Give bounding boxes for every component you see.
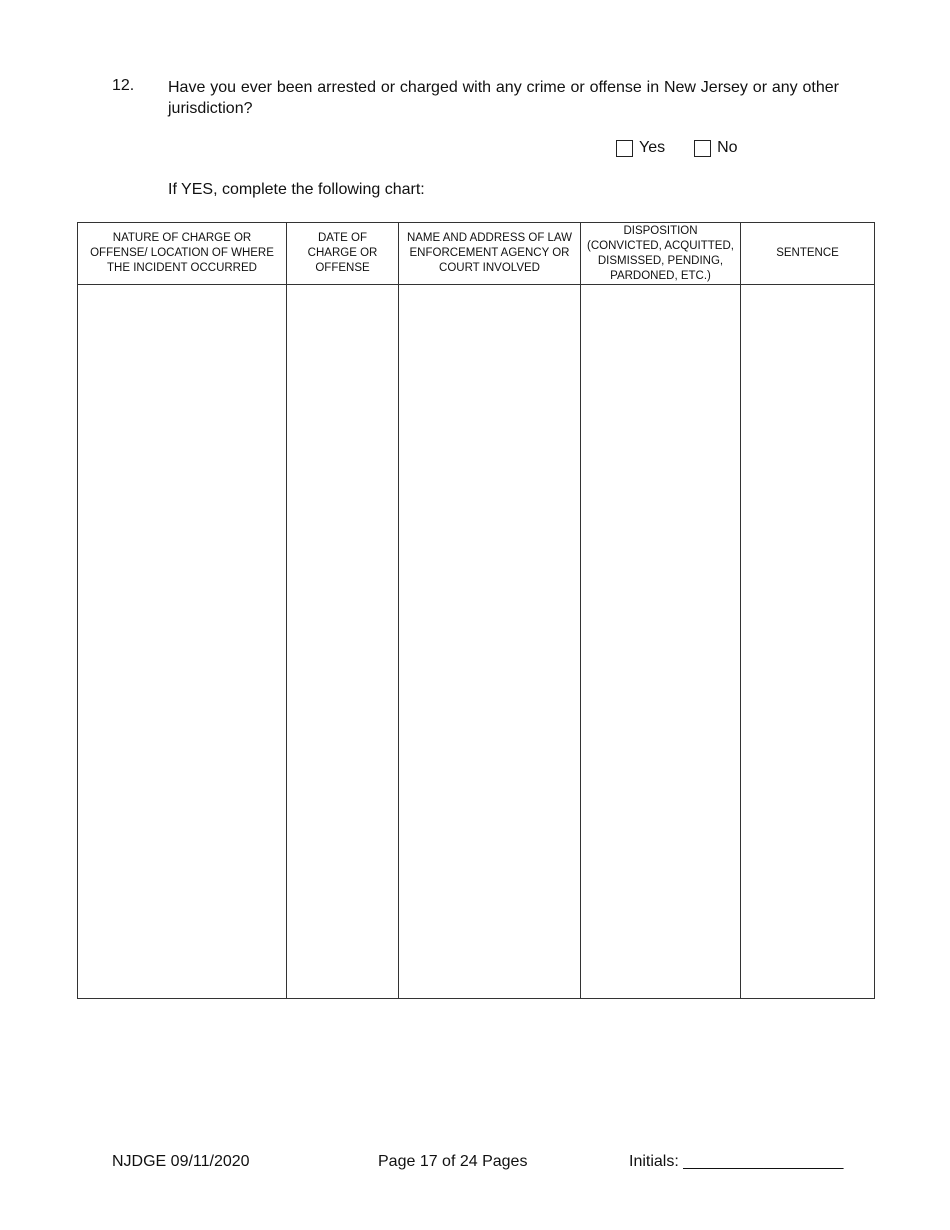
table-row: [78, 285, 875, 999]
offense-chart: [77, 222, 875, 999]
yes-no-choices: [616, 139, 767, 157]
cell-disposition[interactable]: [581, 285, 741, 999]
yes-checkbox[interactable]: [616, 140, 633, 157]
header-disposition: DISPOSITION (CONVICTED, ACQUITTED, DISMISSED, PENDING, PARDONED, ETC.): [581, 223, 741, 285]
yes-label: Yes: [639, 139, 666, 156]
cell-law-enforcement-agency[interactable]: [399, 285, 581, 999]
chart-header-row: [78, 223, 875, 285]
cell-sentence[interactable]: [741, 285, 875, 999]
header-law-enforcement-agency: NAME AND ADDRESS OF LAW ENFORCEMENT AGENCY OR COURT INVOLVED: [399, 223, 581, 285]
page-number: Page 17 of 24 Pages: [378, 1153, 528, 1170]
yes-option[interactable]: [616, 139, 665, 157]
initials-field[interactable]: Initials: __________________: [629, 1153, 844, 1170]
cell-nature-of-charge[interactable]: [78, 285, 287, 999]
question-text: Have you ever been arrested or charged with any crime or offense in New Jersey or any other jurisdiction?: [168, 79, 839, 117]
header-sentence: SENTENCE: [741, 223, 875, 285]
no-option[interactable]: [694, 139, 737, 157]
form-id: NJDGE 09/11/2020: [112, 1153, 250, 1170]
no-checkbox[interactable]: [694, 140, 711, 157]
header-nature-of-charge: NATURE OF CHARGE OR OFFENSE/ LOCATION OF WHERE THE INCIDENT OCCURRED: [78, 223, 287, 285]
question-number: 12.: [112, 77, 135, 94]
chart-instruction: If YES, complete the following chart:: [168, 181, 425, 198]
cell-date-of-charge[interactable]: [287, 285, 399, 999]
header-date-of-charge: DATE OF CHARGE OR OFFENSE: [287, 223, 399, 285]
no-label: No: [717, 139, 738, 156]
